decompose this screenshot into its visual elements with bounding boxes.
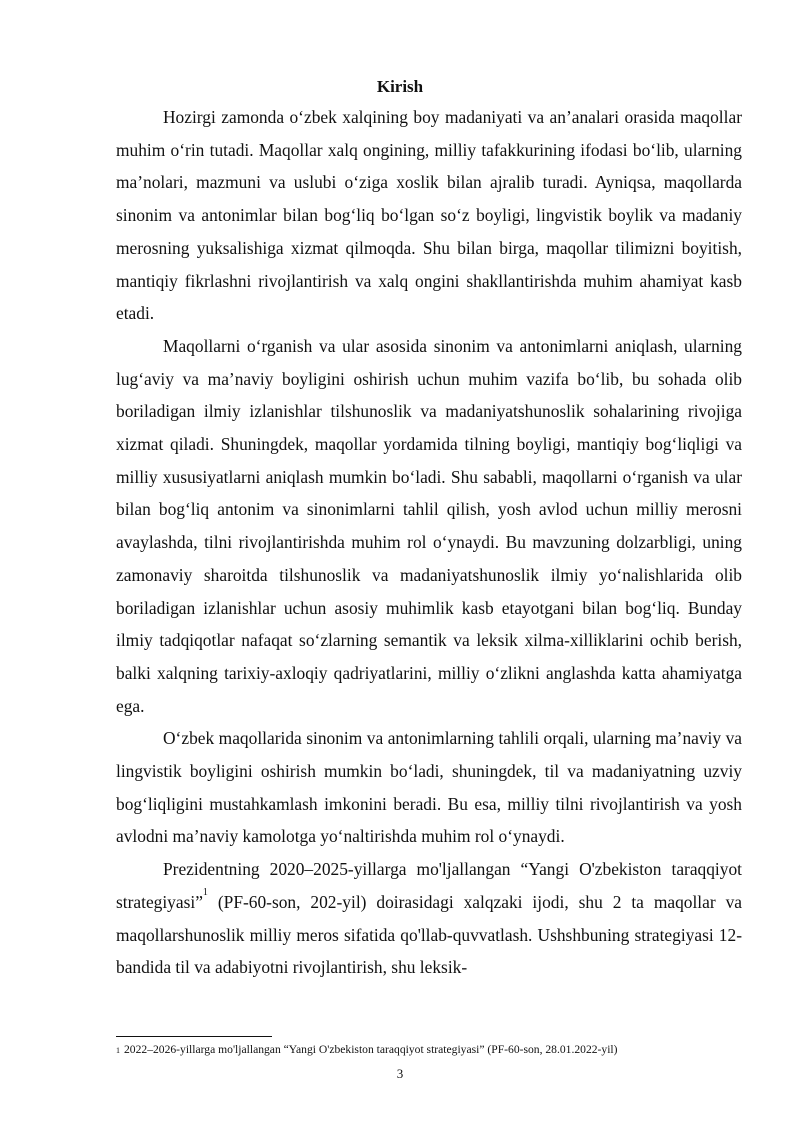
paragraph-1: Hozirgi zamonda o‘zbek xalqining boy madaniyati va an’analari orasida maqollar muhim o‘rin tutadi. Maqollar xalq ongining, milliy tafakkurining ifodasi bo‘lib, ularning ma’nolari, mazmuni va uslubi o‘ziga xoslik bilan ajralib turadi. Ayniqsa, maqollarda sinonim va antonimlar bilan bog‘liq bo‘lgan so‘z boyligi, lingvistik boylik va madaniy merosning yuksalishiga xizmat qilmoqda. Shu bilan birga, maqollar tilimizni boyitish, mantiqiy fikrlashni rivojlantirish va xalq ongini shakllantirishda muhim ahamiyat kasb etadi. — [116, 107, 742, 324]
paragraph-4-start: Prezidentning 2020–2025-yillarga mo'ljallangan “Yangi O'zbekiston taraqqiyot strategiyasi” — [116, 859, 742, 912]
page-number: 3 — [396, 1066, 404, 1081]
body-text — [116, 101, 742, 984]
footnote-text: 2022–2026-yillarga mo'ljallangan “Yangi O'zbekiston taraqqiyot strategiyasi” (PF-60-son, 28.01.2022-yil) — [124, 1043, 618, 1056]
page-title: Kirish — [376, 77, 424, 96]
footnote — [116, 1042, 756, 1057]
paragraph-2: Maqollarni o‘rganish va ular asosida sinonim va antonimlarni aniqlash, ularning lug‘aviy va ma’naviy boyligini oshirish uchun muhim vazifa bo‘lib, bu sohada olib boriladigan ilmiy izlanishlar tilshunoslik va madaniyatshunoslik sohalarining rivojiga xizmat qiladi. Shuningdek, maqollar yordamida tilning boyligi, mantiqiy bog‘liqligi va milliy xususiyatlarni aniqlash mumkin bo‘ladi. Shu sababli, maqollarni o‘rganish va ular bilan bog‘liq antonim va sinonimlarni tahlil qilish, yosh avlod uchun milliy merosni avaylashda, tilni rivojlantirishda muhim rol o‘ynaydi. Bu mavzuning dolzarbligi, uning zamonaviy sharoitda tilshunoslik va madaniyatshunoslik ilmiy yo‘nalishlarida olib boriladigan izlanishlar uchun asosiy muhimlik kasb etayotgani bilan bog‘liq. Bunday ilmiy tadqiqotlar nafaqat so‘zlarning semantik va leksik xilma-xilliklarini ochib berish, balki xalqning tarixiy-axloqiy qadriyatlarini, milliy o‘zlikni anglashda katta ahamiyatga ega. — [116, 335, 742, 716]
paragraph-4-rest: (PF-60-son, 202-yil) doirasidagi xalqzaki ijodi, shu 2 ta maqollar va maqollarshunoslik milliy meros sifatida qo'llab-quvvatlash. Ushshbuning strategiyasi 12-bandida til va adabiyotni rivojlantirish, shu leksik- — [116, 891, 742, 978]
footnote-reference[interactable]: 1 — [202, 886, 208, 898]
paragraph-4 — [116, 853, 742, 984]
footnote-mark: 1 — [116, 1046, 120, 1055]
footnote-separator — [116, 1036, 272, 1037]
paragraph-3: O‘zbek maqollarida sinonim va antonimlarning tahlili orqali, ularning ma’naviy va lingvistik boyligini oshirish mumkin bo‘ladi, shuningdek, til va madaniyatning uzviy bog‘liqligini mustahkamlash imkonini beradi. Bu esa, milliy tilni rivojlantirish va yosh avlodni ma’naviy kamolotga yo‘naltirishda muhim rol o‘ynaydi. — [116, 728, 742, 847]
